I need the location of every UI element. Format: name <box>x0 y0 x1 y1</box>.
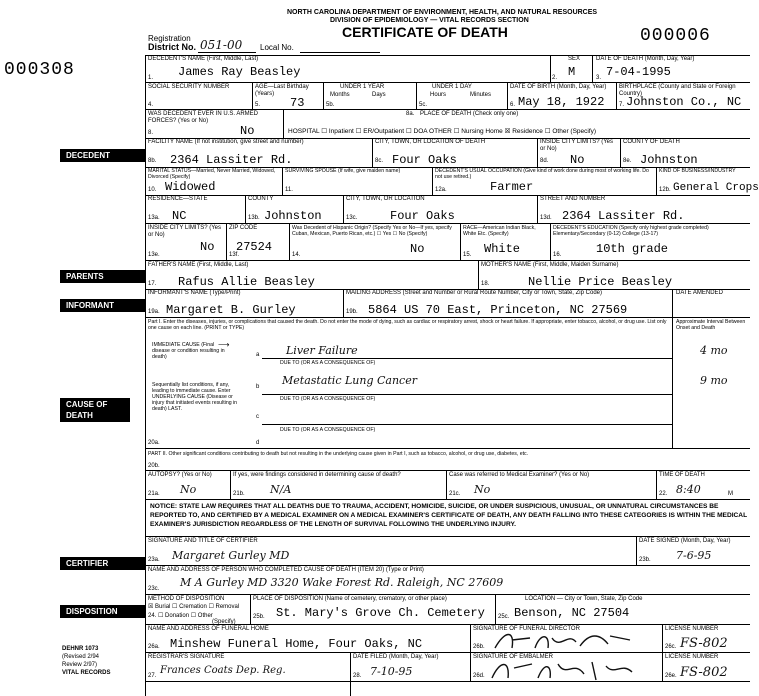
date-of-death-value: 7-04-1995 <box>606 65 671 79</box>
findings-value: N/A <box>270 483 292 496</box>
item-25b: 25b. <box>253 614 265 620</box>
section-certifier: CERTIFIER <box>60 557 145 570</box>
sex-label: SEX <box>568 56 581 62</box>
inside-city-label: INSIDE CITY LIMITS? (Yes or No) <box>540 139 614 152</box>
license-label: LICENSE NUMBER <box>665 626 719 632</box>
funeral-director-signature <box>490 628 640 654</box>
item-23b: 23b. <box>639 557 651 563</box>
item-20b: 20b. <box>148 463 160 469</box>
line-b: b <box>256 384 260 390</box>
facility-label: FACILITY NAME (If not institution, give street and number) <box>148 139 304 145</box>
facility-value: 2364 Lassiter Rd. <box>170 153 293 167</box>
registration-label: Registration <box>148 34 191 43</box>
mailing-label: MAILING ADDRESS (Street and Number or Rural Route Number, City or Town, State, Zip Code) <box>346 290 602 296</box>
completed-by-value: M A Gurley MD 3320 Wake Forest Rd. Raleigh, NC 27609 <box>180 576 504 589</box>
item-6: 6. <box>510 102 516 108</box>
item-3: 3. <box>596 75 602 81</box>
place-options: HOSPITAL ☐ Inpatient ☐ ER/Outpatient ☐ DOA OTHER ☐ Nursing Home ☒ Residence ☐ Other (Specify) <box>288 128 597 135</box>
item-26d: 26d. <box>473 673 485 679</box>
item-26c: 26c. <box>665 644 677 650</box>
city-of-death-value: Four Oaks <box>392 153 457 167</box>
months-label: Months <box>330 92 350 98</box>
item-8: 8. <box>148 130 154 136</box>
arrow-icon: ⟶ <box>218 340 230 349</box>
dob-value: May 18, 1922 <box>518 95 605 109</box>
right-certificate-number: 000006 <box>640 26 711 46</box>
race-label: RACE—American Indian Black, White Etc. (Specify) <box>463 225 536 237</box>
interval-label: Approximate Interval Between Onset and Death <box>676 319 746 331</box>
city-town-label: CITY, TOWN, OR LOCATION <box>346 196 425 202</box>
spouse-label: SURVIVING SPOUSE (If wife, give maiden name) <box>285 168 401 174</box>
left-certificate-number: 000308 <box>4 60 75 80</box>
item-8e: 8e. <box>623 158 632 164</box>
item-23c: 23c. <box>148 586 160 592</box>
inside-city-value: No <box>570 153 585 167</box>
license2-label: LICENSE NUMBER <box>665 654 719 660</box>
decedent-name: James Ray Beasley <box>178 65 301 79</box>
findings-label: If yes, were findings considered in determining cause of death? <box>233 472 401 478</box>
item-13a: 13a. <box>148 215 160 221</box>
item-26e: 26e. <box>665 673 677 679</box>
autopsy-label: AUTOPSY? (Yes or No) <box>148 472 212 478</box>
item-1: 1. <box>148 75 154 81</box>
item-8c: 8c. <box>375 158 384 164</box>
form-number: DEHNR 1073 <box>62 646 99 652</box>
item-11: 11. <box>285 187 293 193</box>
armed-forces-value: No <box>240 124 255 138</box>
city-town-value: Four Oaks <box>390 209 455 223</box>
line-d: d <box>256 440 260 446</box>
item-4: 4. <box>148 102 154 108</box>
street-label: STREET AND NUMBER <box>540 196 606 202</box>
registrar-signature: Frances Coats Dep. Reg. <box>160 665 286 676</box>
date-of-death-label: DATE OF DEATH (Month, Day, Year) <box>596 56 695 62</box>
vital-records: VITAL RECORDS <box>62 670 111 676</box>
time-of-death-value: 8:40 <box>676 483 701 496</box>
race-value: White <box>484 242 521 256</box>
item-13e: 13e. <box>148 252 160 258</box>
item-8d: 8d. <box>540 158 549 164</box>
inside-city2-label: INSIDE CITY LIMITS? (Yes or No) <box>148 225 222 238</box>
item-27: 27. <box>148 673 157 679</box>
interval-a: 4 mo <box>700 344 728 357</box>
time-suffix: M <box>728 491 733 497</box>
date-signed-label: DATE SIGNED (Month, Day, Year) <box>639 538 731 544</box>
mother-label: MOTHER'S NAME (First, Middle, Maiden Surname) <box>481 262 619 268</box>
item-12b: 12b. <box>659 187 671 193</box>
hispanic-value: No <box>410 242 425 256</box>
due-to-c: DUE TO (OR AS A CONSEQUENCE OF) <box>280 427 376 433</box>
item-21a: 21a. <box>148 491 160 497</box>
cause-b: Metastatic Lung Cancer <box>282 374 417 387</box>
line-a: a <box>256 352 260 358</box>
place-of-death-label: PLACE OF DEATH (Check only one) <box>420 111 519 117</box>
method-options-2: ☐ Donation ☐ Other <box>158 613 213 619</box>
immediate-cause-label: IMMEDIATE CAUSE (Final disease or condition resulting in death) <box>152 342 225 360</box>
item-22: 22. <box>659 491 668 497</box>
marital-value: Widowed <box>165 180 216 194</box>
business-value: General Crops <box>673 182 759 194</box>
item-17: 17. <box>148 281 157 287</box>
funeral-home-value: Minshew Funeral Home, Four Oaks, NC <box>170 637 423 651</box>
item-8a: 8a. <box>406 111 415 117</box>
item-23a: 23a. <box>148 557 160 563</box>
division-heading: DIVISION OF EPIDEMIOLOGY — VITAL RECORDS SECTION <box>330 17 529 24</box>
item-19b: 19b. <box>346 309 358 315</box>
education-value: 10th grade <box>596 242 669 256</box>
time-of-death-label: TIME OF DEATH <box>659 472 705 478</box>
item-5: 5. <box>255 102 261 108</box>
section-disposition: DISPOSITION <box>60 605 145 618</box>
inside-city2-value: No <box>200 240 215 254</box>
item-28: 28. <box>353 673 362 679</box>
section-parents: PARENTS <box>60 270 145 283</box>
under-year-label: UNDER 1 YEAR <box>340 84 385 90</box>
funeral-director-label: SIGNATURE OF FUNERAL DIRECTOR <box>473 626 580 632</box>
item-21b: 21b. <box>233 491 245 497</box>
zip-value: 27524 <box>236 240 273 254</box>
license-value: FS-802 <box>680 636 728 651</box>
dob-label: DATE OF BIRTH (Month, Day, Year) <box>510 84 607 90</box>
county-label: COUNTY <box>248 196 274 202</box>
mailing-value: 5864 US 70 East, Princeton, NC 27569 <box>368 303 628 317</box>
section-cause-of-death: CAUSE OF DEATH <box>60 398 130 422</box>
form-review: Review 2/97) <box>62 662 98 668</box>
place-disposition-value: St. Mary's Grove Ch. Cemetery <box>276 606 485 620</box>
embalmer-signature <box>488 656 638 682</box>
residence-state-value: NC <box>172 209 187 223</box>
item-5c: 5c. <box>419 102 428 108</box>
item-13c: 13c. <box>346 215 358 221</box>
date-signed-value: 7-6-95 <box>676 549 712 562</box>
occupation-label: DECEDENT'S USUAL OCCUPATION (Give kind of work done during most of working life. Do not use retired.) <box>435 168 649 180</box>
item-20a: 20a. <box>148 440 160 446</box>
father-label: FATHER'S NAME (First, Middle, Last) <box>148 262 249 268</box>
marital-label: MARITAL STATUS—Married, Never Married, Widowed, Divorced (Specify) <box>148 168 276 180</box>
cause-a: Liver Failure <box>286 344 358 357</box>
district-number: 051-00 <box>200 38 243 52</box>
county-value: Johnston <box>264 209 322 223</box>
completed-by-label: NAME AND ADDRESS OF PERSON WHO COMPLETED CAUSE OF DEATH (ITEM 20) (Type or Print) <box>148 567 424 573</box>
residence-state-label: RESIDENCE—STATE <box>148 196 208 202</box>
item-2: 2. <box>552 75 558 81</box>
section-informant: INFORMANT <box>60 299 145 312</box>
form-revised: (Revised 2/94 <box>62 654 100 660</box>
method-label: METHOD OF DISPOSITION <box>148 596 225 602</box>
under-day-label: UNDER 1 DAY <box>432 84 472 90</box>
armed-forces-label: WAS DECEDENT EVER IN U.S. ARMED FORCES? (Yes or No) <box>148 111 259 124</box>
business-label: KIND OF BUSINESS/INDUSTRY <box>659 168 736 174</box>
funeral-home-label: NAME AND ADDRESS OF FUNERAL HOME <box>148 626 269 632</box>
county-of-death-value: Johnston <box>640 153 698 167</box>
hours-label: Hours <box>430 92 447 98</box>
autopsy-value: No <box>180 483 197 496</box>
zip-label: ZIP CODE <box>229 225 258 231</box>
due-to-a: DUE TO (OR AS A CONSEQUENCE OF) <box>280 360 376 366</box>
interval-b: 9 mo <box>700 374 728 387</box>
district-label: District No. <box>148 42 197 52</box>
item-26a: 26a. <box>148 644 160 650</box>
minutes-label: Minutes <box>470 92 492 98</box>
embalmer-label: SIGNATURE OF EMBALMER <box>473 654 553 660</box>
date-filed-value: 7-10-95 <box>370 665 413 678</box>
specify-label: (Specify) <box>212 619 236 625</box>
item-24: 24. <box>148 613 157 619</box>
county-of-death-label: COUNTY OF DEATH <box>623 139 680 145</box>
item-7: 7. <box>619 102 625 108</box>
item-21c: 21c. <box>449 491 461 497</box>
date-filed-label: DATE FILED (Month, Day, Year) <box>353 654 439 660</box>
medical-examiner-label: Case was referred to Medical Examiner? (Yes or No) <box>449 472 590 478</box>
father-value: Rafus Allie Beasley <box>178 275 315 289</box>
medical-examiner-value: No <box>474 483 491 496</box>
item-13b: 13b. <box>248 215 260 221</box>
signature-title-label: SIGNATURE AND TITLE OF CERTIFIER <box>148 538 258 544</box>
place-disposition-label: PLACE OF DISPOSITION (Name of cemetery, crematory, or other place) <box>253 596 447 602</box>
date-amended-label: DATE AMENDED <box>676 290 723 296</box>
part1-instructions: Part I. Enter the diseases, injuries, or complications that caused the death. Do not enter the mode of dying, such as cardiac or respiratory arrest, shock or heart failure. If appropriate, enter tobacco, alcohol, or drug use. List only one cause on each line. (PRINT or TYPE) <box>148 319 667 331</box>
informant-value: Margaret B. Gurley <box>166 303 296 317</box>
item-19a: 19a. <box>148 309 160 315</box>
line-c: c <box>256 414 259 420</box>
item-14: 14. <box>292 252 301 258</box>
item-13f: 13f. <box>229 252 240 258</box>
mother-value: Nellie Price Beasley <box>528 275 673 289</box>
hispanic-label: Was Decedent of Hispanic Origin? (Specify Yes or No—If yes, specify Cuban, Mexican, Puerto Rican, etc.) ☐ Yes ☐ No (Specify) <box>292 225 452 237</box>
birthplace-label: BIRTHPLACE (County and State or Foreign Country) <box>619 84 736 97</box>
item-5b: 5b. <box>326 102 335 108</box>
item-13d: 13d. <box>540 215 552 221</box>
section-decedent: DECEDENT <box>60 149 145 162</box>
local-no-label: Local No. <box>260 43 294 52</box>
education-label: DECEDENT'S EDUCATION (Specify only highest grade completed) Elementary/Secondary (0-12) College (13-17) <box>553 225 709 237</box>
days-label: Days <box>372 92 386 98</box>
city-of-death-label: CITY, TOWN, OR LOCATION OF DEATH <box>375 139 486 145</box>
item-26b: 26b. <box>473 644 485 650</box>
item-12a: 12a. <box>435 187 447 193</box>
registrar-label: REGISTRAR'S SIGNATURE <box>148 654 225 660</box>
due-to-b: DUE TO (OR AS A CONSEQUENCE OF) <box>280 396 376 402</box>
part2-label: PART II. Other significant conditions contributing to death but not resulting in the underlying cause given in Part I, such as tobacco, alcohol, or drug use, diabetes, etc. <box>148 451 529 457</box>
informant-label: INFORMANT'S NAME (Type/Print) <box>148 290 241 296</box>
age-value: 73 <box>290 96 305 110</box>
occupation-value: Farmer <box>490 180 534 194</box>
birthplace-value: Johnston Co., NC <box>626 95 742 109</box>
sex-value: M <box>568 65 576 79</box>
certifier-signature: Margaret Gurley MD <box>172 549 290 562</box>
item-25c: 25c. <box>498 614 510 620</box>
street-value: 2364 Lassiter Rd. <box>562 209 685 223</box>
item-18: 18. <box>481 281 490 287</box>
method-options-1: ☒ Burial ☐ Cremation ☐ Removal <box>148 604 240 610</box>
item-15: 15. <box>463 252 472 258</box>
ssn-label: SOCIAL SECURITY NUMBER <box>148 84 230 90</box>
department-heading: NORTH CAROLINA DEPARTMENT OF ENVIRONMENT, HEALTH, AND NATURAL RESOURCES <box>287 9 598 16</box>
location-label: LOCATION — City or Town, State, Zip Code <box>525 596 643 602</box>
certificate-title: CERTIFICATE OF DEATH <box>342 24 508 40</box>
license2-value: FS-802 <box>680 665 728 680</box>
item-16: 16. <box>553 252 562 258</box>
name-label: DECEDENT'S NAME (First, Middle, Last) <box>148 56 259 62</box>
age-label: AGE—Last Birthday (Years) <box>255 84 309 97</box>
sequential-label: Sequentially list conditions, if any, leading to immediate cause. Enter UNDERLYING CAUSE (Disease or injury that initiated events resulting in death) LAST. <box>152 382 238 412</box>
location-value: Benson, NC 27504 <box>514 606 630 620</box>
item-10: 10. <box>148 187 157 193</box>
legal-notice: NOTICE: STATE LAW REQUIRES THAT ALL DEATHS DUE TO TRAUMA, ACCIDENT, HOMICIDE, SUICIDE, OR UNDER SUSPICIOUS, UNUSUAL, OR UNNATURAL CIRCUMSTANCES BE REPORTED TO, AND CERTIFIED BY A MEDICAL EXAMINER ON A MEDICAL EXAMINER'S CERTIFICATE OF DEATH, ANY DEATH FALLING INTO THESE CATEGORIES IS WITHIN THE MEDICAL EXAMINER'S JURISDICTION REGARDLESS OF THE LENGTH OF SURVIVAL FOLLOWING THE UNDERLYING INJURY. <box>150 503 747 528</box>
item-8b: 8b. <box>148 158 157 164</box>
